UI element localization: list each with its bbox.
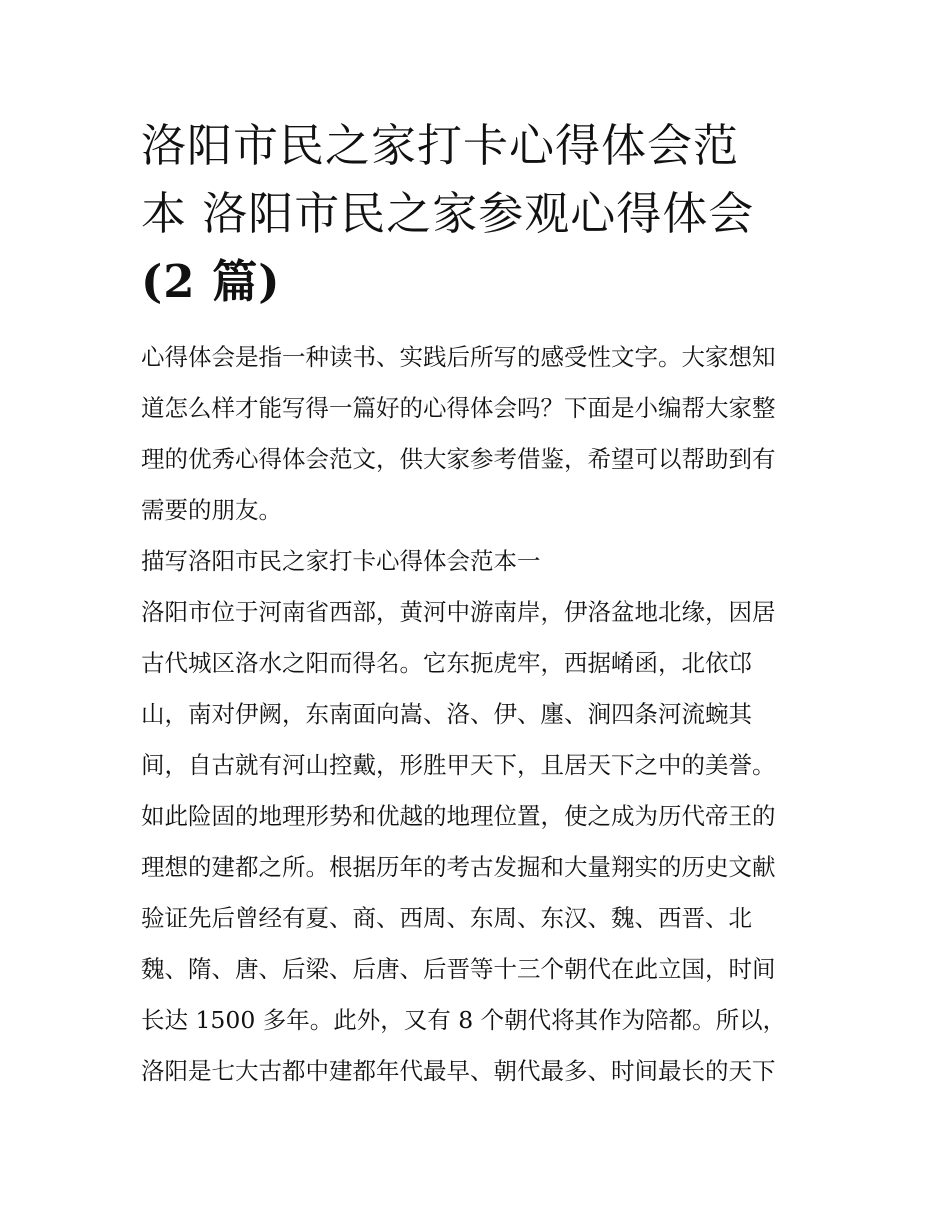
text-line: 间，自古就有河山控戴，形胜甲天下，且居天下之中的美誉。 <box>141 751 776 779</box>
text-line: 洛阳是七大古都中建都年代最早、朝代最多、时间最长的天下 <box>141 1057 776 1085</box>
text-line: 魏、隋、唐、后梁、后唐、后晋等十三个朝代在此立国，时间 <box>141 955 776 983</box>
text-line: 需要的朋友。 <box>141 496 282 524</box>
text-line: 洛阳市位于河南省西部，黄河中游南岸，伊洛盆地北缘，因居 <box>141 598 776 626</box>
intro-paragraph <box>141 332 821 536</box>
text-line: 古代城区洛水之阳而得名。它东扼虎牢，西据崤函，北依邙 <box>141 649 752 677</box>
text-line: 山，南对伊阙，东南面向嵩、洛、伊、廛、涧四条河流蜿其 <box>141 700 752 728</box>
text-line: 心得体会是指一种读书、实践后所写的感受性文字。大家想知 <box>141 343 776 371</box>
title-line: 本 洛阳市民之家参观心得体会 <box>141 187 755 240</box>
text-line: 长达 1500 多年。此外，又有 8 个朝代将其作为陪都。所以， <box>141 1006 787 1034</box>
text-line: 如此险固的地理形势和优越的地理位置，使之成为历代帝王的 <box>141 802 776 830</box>
text-line: 验证先后曾经有夏、商、西周、东周、东汉、魏、西晋、北 <box>141 904 752 932</box>
document-title <box>141 112 821 316</box>
title-line: 洛阳市民之家打卡心得体会范 <box>141 119 740 172</box>
title-line-count: (2 篇) <box>141 255 281 308</box>
text-line: 道怎么样才能写得一篇好的心得体会吗？下面是小编帮大家整 <box>141 394 776 422</box>
section-paragraph <box>141 587 821 1097</box>
document-content <box>141 112 821 1097</box>
text-line: 理想的建都之所。根据历年的考古发掘和大量翔实的历史文献 <box>141 853 776 881</box>
section-heading-text: 描写洛阳市民之家打卡心得体会范本一 <box>141 547 541 575</box>
text-line: 理的优秀心得体会范文，供大家参考借鉴，希望可以帮助到有 <box>141 445 776 473</box>
document-body <box>141 332 821 1097</box>
section-heading <box>141 536 821 587</box>
